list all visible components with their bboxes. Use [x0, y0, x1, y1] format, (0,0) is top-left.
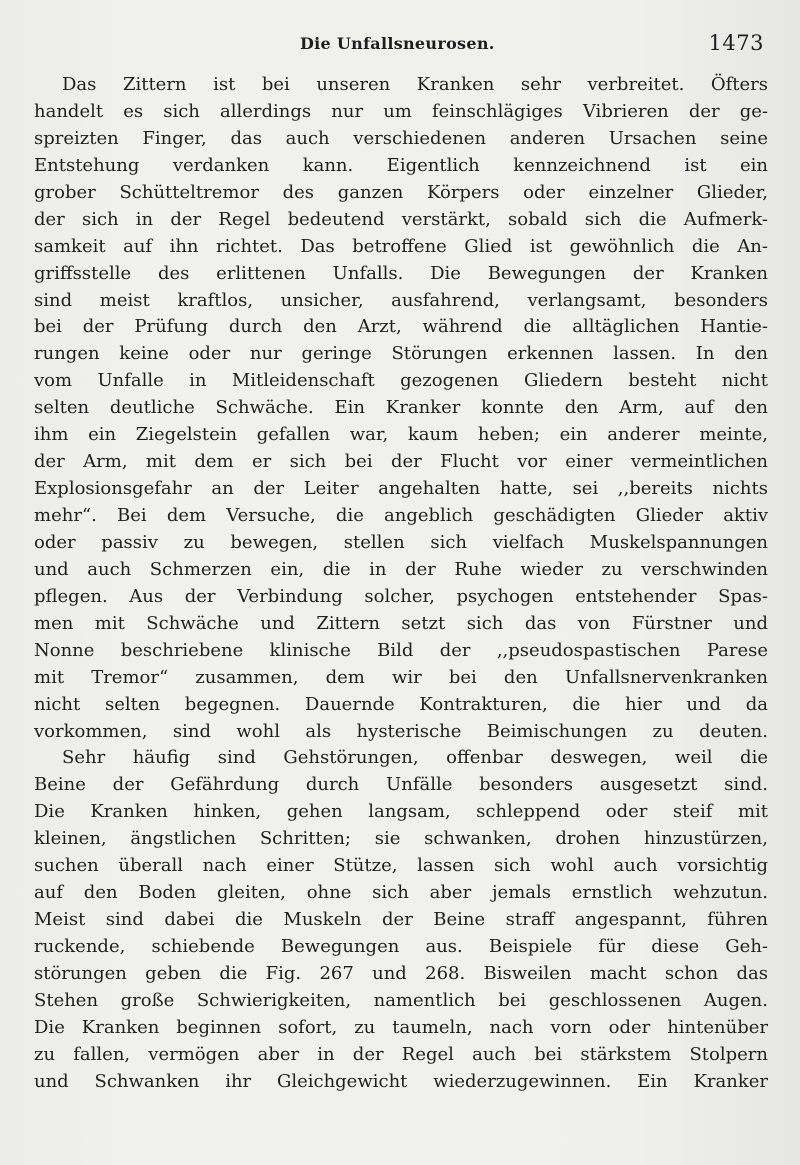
text-line: vom Unfalle in Mitleidenschaft gezogenen Gliedern besteht nicht: [34, 370, 768, 392]
text-line: Die Kranken beginnen sofort, zu taumeln, nach vorn oder hintenüber: [34, 1016, 768, 1038]
text-line: griffsstelle des erlittenen Unfalls. Die Bewegungen der Kranken: [34, 262, 768, 284]
text-line: Nonne beschriebene klinische Bild der ,,pseudospastischen Parese: [34, 639, 768, 661]
text-line: rungen keine oder nur geringe Störungen erkennen lassen. In den: [34, 343, 768, 365]
text-line: mehr“. Bei dem Versuche, die angeblich geschädigten Glieder aktiv: [34, 505, 768, 526]
text-line: zu fallen, vermögen aber in der Regel auch bei stärkstem Stolpern: [34, 1043, 768, 1065]
text-line: und auch Schmerzen ein, die in der Ruhe wieder zu verschwinden: [34, 558, 768, 580]
text-line: Die Kranken hinken, gehen langsam, schleppend oder steif mit: [34, 801, 768, 823]
text-line: mit Tremor“ zusammen, dem wir bei den Unfallsnervenkranken: [34, 666, 768, 688]
text-line: Das Zittern ist bei unseren Kranken sehr verbreitet. Öfters: [62, 74, 768, 95]
text-line: spreizten Finger, das auch verschiedenen anderen Ursachen seine: [34, 127, 768, 149]
text-line: oder passiv zu bewegen, stellen sich vielfach Muskelspannungen: [34, 531, 768, 553]
text-line: Explosionsgefahr an der Leiter angehalten hatte, sei ,,bereits nichts: [34, 478, 768, 500]
body-text: [34, 72, 768, 1096]
text-line: grober Schütteltremor des ganzen Körpers oder einzelner Glieder,: [34, 181, 768, 203]
text-line: selten deutliche Schwäche. Ein Kranker konnte den Arm, auf den: [34, 397, 768, 419]
text-line: Stehen große Schwierigkeiten, namentlich bei geschlossenen Augen.: [34, 989, 768, 1011]
text-line: ihm ein Ziegelstein gefallen war, kaum heben; ein anderer meinte,: [34, 424, 768, 446]
text-line: der sich in der Regel bedeutend verstärkt, sobald sich die Aufmerk-: [34, 208, 768, 230]
text-line: auf den Boden gleiten, ohne sich aber jemals ernstlich wehzutun.: [34, 882, 768, 904]
text-line: men mit Schwäche und Zittern setzt sich das von Fürstner und: [34, 612, 768, 634]
text-line: samkeit auf ihn richtet. Das betroffene Glied ist gewöhnlich die An-: [34, 235, 768, 257]
text-line: ruckende, schiebende Bewegungen aus. Beispiele für diese Geh-: [34, 936, 768, 957]
text-line: störungen geben die Fig. 267 und 268. Bisweilen macht schon das: [34, 962, 768, 984]
text-line: suchen überall nach einer Stütze, lassen sich wohl auch vorsichtig: [34, 855, 768, 877]
text-line: sind meist kraftlos, unsicher, ausfahrend, verlangsamt, besonders: [34, 289, 768, 311]
page-number: 1473: [708, 31, 764, 55]
text-line: Sehr häufig sind Gehstörungen, offenbar deswegen, weil die: [62, 747, 768, 769]
text-line: nicht selten begegnen. Dauernde Kontrakturen, die hier und da: [34, 693, 768, 715]
text-line: vorkommen, sind wohl als hysterische Beimischungen zu deuten.: [34, 720, 768, 742]
text-line: pflegen. Aus der Verbindung solcher, psychogen entstehender Spas-: [34, 585, 768, 607]
text-line: Meist sind dabei die Muskeln der Beine straff angespannt, führen: [34, 909, 768, 931]
running-head: [0, 28, 800, 62]
running-title: Die Unfallsneurosen.: [300, 34, 495, 53]
text-line: kleinen, ängstlichen Schritten; sie schwanken, drohen hinzustürzen,: [34, 828, 768, 850]
text-line: handelt es sich allerdings nur um feinschlägiges Vibrieren der ge-: [34, 100, 768, 122]
text-line: Beine der Gefährdung durch Unfälle besonders ausgesetzt sind.: [34, 774, 768, 796]
text-line: und Schwanken ihr Gleichgewicht wiederzugewinnen. Ein Kranker: [34, 1070, 768, 1092]
text-line: der Arm, mit dem er sich bei der Flucht vor einer vermeintlichen: [34, 451, 768, 473]
text-line: Entstehung verdanken kann. Eigentlich kennzeichnend ist ein: [34, 154, 768, 176]
text-line: bei der Prüfung durch den Arzt, während die alltäglichen Hantie-: [34, 316, 768, 338]
